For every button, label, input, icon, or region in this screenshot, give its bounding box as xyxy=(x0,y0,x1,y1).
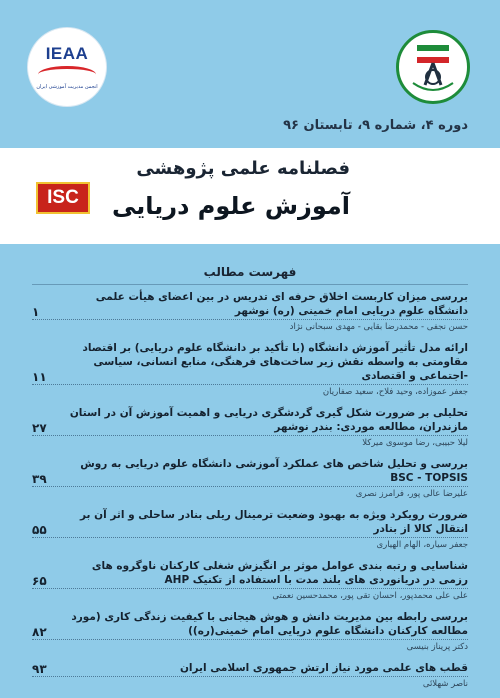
ieaa-subtitle: انجمن مدیریت آموزشی ایران xyxy=(36,84,98,90)
toc-entry-title: بررسی و تحلیل شاخص های عملکرد آموزشی دانشگاه علوم دریایی به روش BSC - TOPSIS xyxy=(80,458,468,484)
title-band xyxy=(0,148,500,244)
toc-entry-page: ۹۳ xyxy=(32,662,47,676)
toc-entry-title: قطب های علمی مورد نیاز ارتش جمهوری اسلامی ایران xyxy=(179,662,468,674)
toc-entry-authors: لیلا حبیبی، رضا موسوی میرکلا xyxy=(32,435,468,449)
toc-entry-title: ارائه مدل تأثیر آموزش دانشگاه (با تأکید بر دانشگاه علوم دریایی) بر اقتصاد مقاومتی به واسطه نقش زیر ساخت‌های فرهنگی، منابع انسانی، سیاسی -اجتماعی و اقتصادی xyxy=(82,342,468,382)
toc-entry[interactable] xyxy=(32,406,468,449)
toc-entry[interactable] xyxy=(32,290,468,333)
toc-entry[interactable] xyxy=(32,559,468,602)
toc-entry[interactable] xyxy=(32,457,468,500)
toc-entry-authors: جعفر سیاره، الهام الهیاری xyxy=(32,537,468,551)
toc-entry-page: ۵۵ xyxy=(32,523,47,537)
toc-entry[interactable] xyxy=(32,661,468,690)
journal-title: آموزش علوم دریایی xyxy=(111,192,350,220)
logo-swoosh-icon xyxy=(38,66,96,83)
toc-entry-title: ضرورت رویکرد ویژه به بهبود وضعیت ترمینال ریلی بنادر ساحلی و اثر آن بر انتقال کالا از بنادر xyxy=(80,509,468,535)
isc-badge: ISC xyxy=(36,182,90,214)
toc-divider xyxy=(32,284,468,285)
toc-entry-title: بررسی رابطه بین مدیریت دانش و هوش هیجانی با کیفیت زندگی کاری (مورد مطالعه کارکنان دانشگاه علوم دریایی امام خمینی(ره)) xyxy=(71,611,468,637)
toc-entry[interactable] xyxy=(32,508,468,551)
issue-info: دوره ۴، شماره ۹، تابستان ۹۶ xyxy=(283,118,468,133)
university-emblem-icon xyxy=(396,30,470,104)
ieaa-logo xyxy=(28,28,106,106)
toc-entry-page: ۱۱ xyxy=(32,370,47,384)
toc-entry[interactable] xyxy=(32,610,468,653)
toc-entry-authors: جعفر عموزاده، وحید فلاح، سعید صفاریان xyxy=(32,384,468,398)
toc-entry-title: بررسی میزان کاربست اخلاق حرفه ای تدریس در بین اعضای هیأت علمی دانشگاه علوم دریایی امام خمینی (ره) نوشهر xyxy=(95,291,468,317)
toc-entry-page: ۶۵ xyxy=(32,574,47,588)
toc-heading: فهرست مطالب xyxy=(203,265,297,279)
ieaa-wordmark: IEAA xyxy=(45,44,89,63)
toc-entry-page: ۲۷ xyxy=(32,421,47,435)
toc-entry-page: ۱ xyxy=(32,305,40,319)
toc-entry-authors: علیرضا عالی پور، فرامرز نصری xyxy=(32,486,468,500)
toc-entry-title: شناسایی و رتبه بندی عوامل موثر بر انگیزش شغلی کارکنان ناوگروه های رزمی در دریانوردی های بلند مدت با استفاده از تکنیک AHP xyxy=(91,560,468,586)
table-of-contents xyxy=(32,290,468,698)
toc-entry-authors: دکتر پریناز بنیسی xyxy=(32,639,468,653)
toc-entry-page: ۸۲ xyxy=(32,625,47,639)
journal-type: فصلنامه علمی پژوهشی xyxy=(136,158,350,179)
toc-entry-authors: حسن نجفی - محمدرضا بقایی - مهدی سبحانی نژاد xyxy=(32,319,468,333)
toc-entry-page: ۳۹ xyxy=(32,472,47,486)
toc-entry[interactable] xyxy=(32,341,468,398)
toc-entry-title: تحلیلی بر ضرورت شکل گیری گردشگری دریایی و اهمیت آموزش آن در استان مازندران، مطالعه موردی: بندر نوشهر xyxy=(69,407,468,433)
toc-entry-authors: ناصر شهلائی xyxy=(32,676,468,690)
toc-entry-authors: علی علی محمدپور، احسان تقی پور، محمدحسین نعمتی xyxy=(32,588,468,602)
